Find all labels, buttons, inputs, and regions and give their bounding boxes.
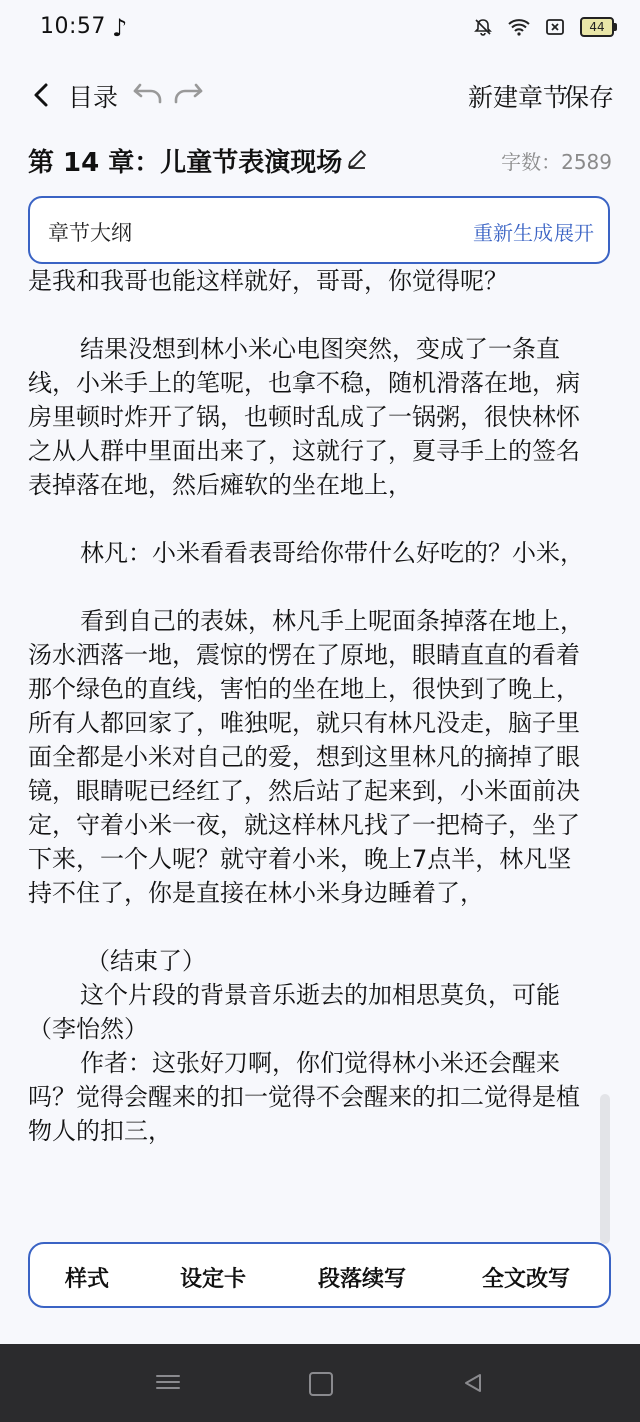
bottom-action-bar	[28, 1242, 611, 1308]
chapter-title[interactable]: 第 14 章：儿童节表演现场	[28, 148, 343, 178]
text-paragraph: 结果没想到林小米心电图突然，变成了一条直线，小米手上的笔呢，也拿不稳，随机滑落在地，病房里顿时炸开了锅，也顿时乱成了一锅粥，很快林怀之从人群中里面出来了，这就行了，夏寻手上的签名表掉落在地，然后瘫软的坐在地上，	[28, 335, 580, 499]
text-paragraph: 林凡：小米看看表哥给你带什么好吃的？小米，	[80, 539, 584, 567]
rewrite-all-button[interactable]: 全文改写	[482, 1267, 571, 1292]
editor-toolbar	[0, 70, 640, 120]
text-paragraph: 这个片段的背景音乐逝去的加相思莫负，可能（李怡然）	[28, 981, 560, 1043]
settings-card-button[interactable]: 设定卡	[180, 1267, 247, 1292]
save-button[interactable]: 保存	[564, 83, 615, 112]
chapter-header	[0, 140, 640, 180]
text-paragraph: 是我和我哥也能这样就好，哥哥，你觉得呢？	[28, 267, 508, 295]
text-paragraph: （结束了）	[86, 947, 206, 975]
music-note-icon: ♪	[112, 14, 128, 42]
no-sim-icon	[544, 16, 566, 38]
system-nav-bar	[0, 1344, 640, 1422]
outline-label: 章节大纲	[48, 221, 132, 245]
style-button[interactable]: 样式	[65, 1267, 110, 1292]
status-bar	[0, 0, 640, 56]
catalog-button[interactable]: 目录	[68, 83, 119, 112]
back-chevron-icon[interactable]	[32, 80, 60, 110]
status-icons	[472, 16, 614, 38]
undo-icon[interactable]	[132, 80, 164, 112]
status-time: 10:57	[40, 14, 106, 39]
regenerate-button[interactable]: 重新生成	[473, 221, 553, 245]
mute-bell-icon	[472, 16, 494, 38]
menu-icon[interactable]	[156, 1371, 180, 1395]
text-paragraph: 作者：这张好刀啊，你们觉得林小米还会醒来吗？觉得会醒来的扣一觉得不会醒来的扣二觉得是植物人的扣三，	[28, 1049, 580, 1145]
edit-pencil-icon[interactable]	[346, 148, 368, 174]
battery-icon: 44	[580, 17, 614, 37]
new-chapter-button[interactable]: 新建章节	[468, 83, 569, 112]
chapter-outline-panel[interactable]	[28, 196, 610, 264]
word-count: 字数：2589	[501, 150, 612, 174]
redo-icon[interactable]	[172, 80, 204, 112]
back-triangle-icon[interactable]	[462, 1372, 484, 1398]
expand-button[interactable]: 展开	[554, 221, 594, 245]
text-paragraph: 看到自己的表妹，林凡手上呢面条掉落在地上，汤水洒落一地，震惊的愣在了原地，眼睛直直的看着那个绿色的直线，害怕的坐在地上，很快到了晚上，所有人都回家了，唯独呢，就只有林凡没走，脑子里面全都是小米对自己的爱，想到这里林凡的摘掉了眼镜，眼睛呢已经红了，然后站了起来到，小米面前决定，守着小米一夜，就这样林凡找了一把椅子，坐了下来，一个人呢？就守着小米，晚上7点半，林凡坚持不住了，你是直接在林小米身边睡着了，	[28, 607, 584, 907]
wifi-icon	[508, 16, 530, 38]
scrollbar[interactable]	[600, 1094, 610, 1244]
home-icon[interactable]	[309, 1372, 333, 1396]
continue-paragraph-button[interactable]: 段落续写	[318, 1267, 407, 1292]
chapter-text-editor[interactable]	[28, 264, 594, 1242]
